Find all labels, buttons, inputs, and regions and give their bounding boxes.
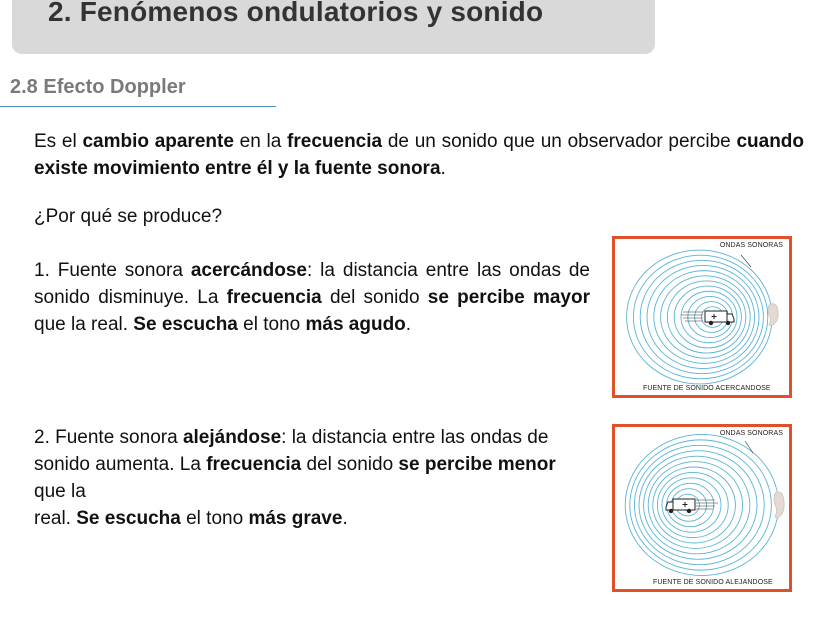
case-text: del sonido — [301, 454, 399, 475]
speed-lines — [681, 312, 703, 321]
case-bold: frecuencia — [226, 287, 322, 308]
definition-text: de un sonido que un observador percibe — [382, 131, 737, 152]
wave-ring — [654, 271, 755, 364]
figure-caption: FUENTE DE SONIDO ALEJANDOSE — [653, 579, 773, 586]
definition-bold: cuando existe movimiento entre él y la fuente sonora — [34, 131, 805, 179]
case-text: el tono — [237, 314, 306, 335]
case-bold: frecuencia — [206, 454, 302, 475]
figure-caption: FUENTE DE SONIDO ACERCANDOSE — [643, 385, 771, 392]
case-text: que la — [34, 481, 86, 502]
ambulance-icon — [666, 499, 695, 513]
case-text: del sonido — [321, 287, 428, 308]
section-title: 2.8 Efecto Doppler — [10, 76, 186, 98]
definition-bold: frecuencia — [287, 131, 383, 152]
definition-text: en la — [233, 131, 288, 152]
waves-label: ONDAS SONORAS — [719, 430, 783, 437]
case-text: el tono — [180, 508, 249, 529]
case-bold: Se escucha — [76, 508, 181, 529]
definition-bold: cambio aparente — [82, 131, 234, 152]
case-text: : la distancia entre las ondas de sonido disminuye. La — [34, 260, 590, 308]
case-text: 1. Fuente sonora — [34, 260, 191, 281]
case-text: que la real. — [34, 314, 134, 335]
case-bold: se percibe mayor — [427, 287, 590, 308]
ear-icon — [768, 304, 778, 326]
case-bold: más grave — [248, 508, 343, 529]
question-text: ¿Por qué se produce? — [34, 206, 223, 227]
case-text: : la distancia entre las ondas de sonido aumenta. La — [34, 427, 549, 475]
case-text: 2. Fuente sonora — [34, 427, 183, 448]
page-title: 2. Fenómenos ondulatorios y sonido — [48, 0, 544, 27]
definition-paragraph — [34, 128, 804, 182]
wave-diagram-approaching — [615, 239, 789, 395]
case-text: . — [342, 508, 348, 529]
definition-text: Es el — [34, 131, 83, 152]
doppler-approaching-figure — [612, 236, 792, 398]
ear-icon — [774, 492, 784, 518]
section-divider — [0, 106, 276, 107]
case-bold: alejándose — [182, 427, 282, 448]
wave-diagram-receding — [615, 427, 789, 589]
case-receding-paragraph — [34, 424, 594, 532]
case-text: real. — [34, 508, 77, 529]
case-bold: acercándose — [190, 260, 307, 281]
case-approaching-paragraph — [34, 257, 590, 338]
wave-ring — [644, 456, 750, 554]
case-text: . — [405, 314, 412, 335]
case-bold: se percibe menor — [398, 454, 556, 475]
ambulance-icon — [705, 311, 734, 325]
case-bold: Se escucha — [133, 314, 238, 335]
definition-text: . — [440, 158, 446, 179]
sound-waves — [627, 250, 773, 384]
title-bar — [12, 0, 655, 54]
waves-label: ONDAS SONORAS — [719, 242, 783, 249]
sound-waves — [625, 434, 778, 575]
doppler-receding-figure — [612, 424, 792, 592]
case-bold: más agudo — [305, 314, 406, 335]
